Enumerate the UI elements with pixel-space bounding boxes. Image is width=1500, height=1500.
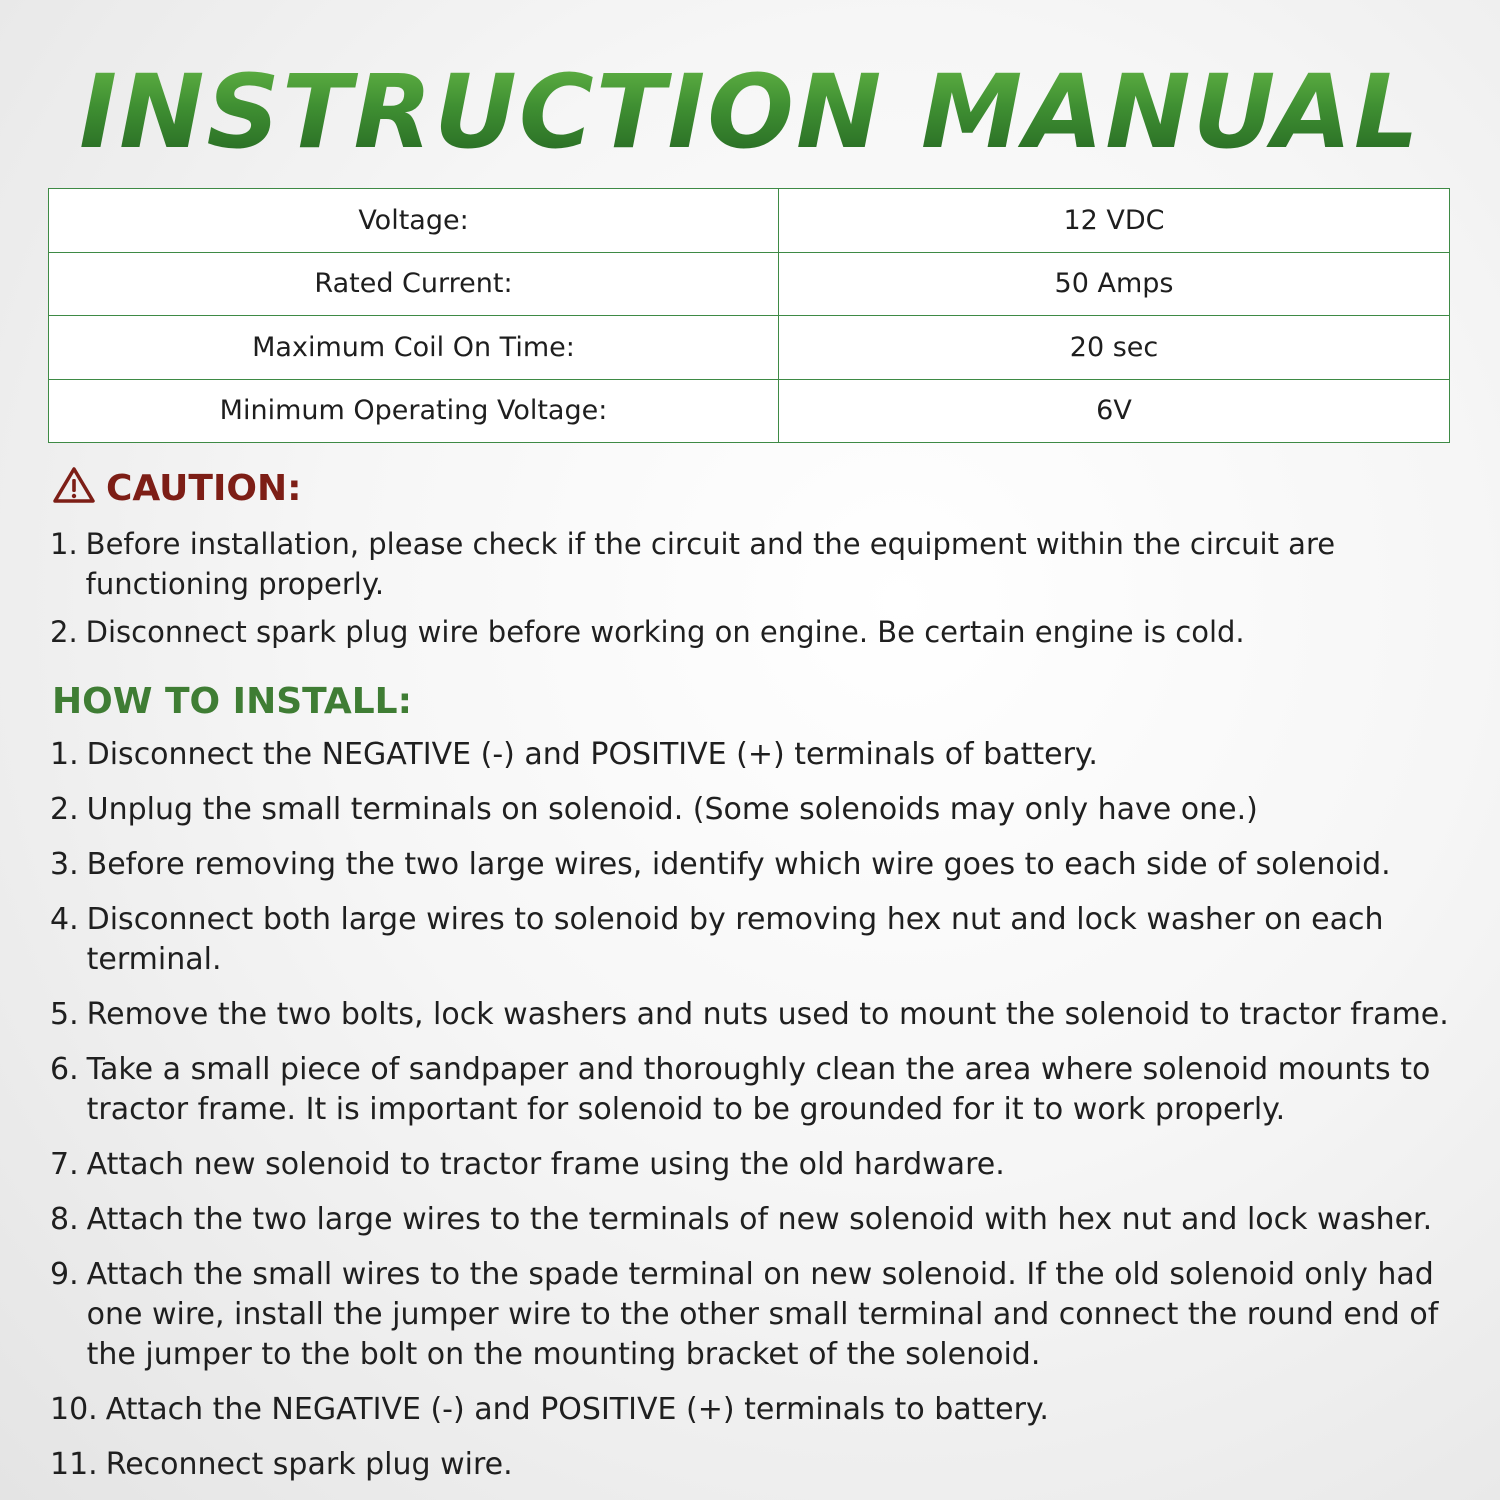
spec-label: Minimum Operating Voltage:	[49, 379, 779, 443]
item-text: Take a small piece of sandpaper and thoroughly clean the area where solenoid mounts to tractor frame. It is important for solenoid to be grounded for it to work properly.	[86, 1052, 1431, 1127]
list-item	[50, 1145, 1460, 1185]
item-number: 5.	[50, 997, 79, 1032]
item-text: Attach the NEGATIVE (-) and POSITIVE (+) terminals to battery.	[105, 1392, 1049, 1427]
item-number: 1.	[50, 527, 78, 561]
item-number: 6.	[50, 1052, 79, 1087]
list-item	[50, 1200, 1460, 1240]
list-item	[50, 845, 1460, 885]
warning-triangle-icon	[52, 466, 96, 504]
item-text: Reconnect spark plug wire.	[105, 1447, 513, 1482]
spec-row-rated-current	[49, 252, 1450, 316]
spec-label: Rated Current:	[49, 252, 779, 316]
item-number: 9.	[50, 1257, 79, 1292]
item-text: Attach new solenoid to tractor frame using the old hardware.	[86, 1147, 1005, 1182]
item-number: 7.	[50, 1147, 79, 1182]
item-text: Disconnect spark plug wire before working on engine. Be certain engine is cold.	[85, 615, 1245, 649]
spec-row-min-operating-voltage	[49, 379, 1450, 443]
install-list	[50, 735, 1460, 1500]
spec-row-voltage	[49, 189, 1450, 253]
item-number: 10.	[50, 1392, 98, 1427]
list-item	[50, 995, 1460, 1035]
item-number: 11.	[50, 1447, 98, 1482]
spec-label: Voltage:	[49, 189, 779, 253]
list-item	[50, 1255, 1460, 1375]
list-item	[50, 524, 1460, 604]
page-title: INSTRUCTION MANUAL	[0, 48, 1500, 178]
list-item	[50, 735, 1460, 775]
list-item	[50, 790, 1460, 830]
list-item	[50, 1390, 1460, 1430]
item-text: Disconnect the NEGATIVE (-) and POSITIVE (+) terminals of battery.	[86, 737, 1098, 772]
spec-row-coil-on-time	[49, 316, 1450, 380]
spec-value: 12 VDC	[779, 189, 1450, 253]
item-number: 2.	[50, 615, 78, 649]
spec-table	[48, 188, 1450, 443]
spec-value: 6V	[779, 379, 1450, 443]
list-item	[50, 612, 1460, 652]
item-text: Disconnect both large wires to solenoid by removing hex nut and lock washer on each terminal.	[86, 902, 1384, 977]
item-text: Before installation, please check if the circuit and the equipment within the circuit are functioning properly.	[85, 527, 1336, 601]
item-number: 8.	[50, 1202, 79, 1237]
caution-list	[50, 524, 1460, 660]
item-text: Unplug the small terminals on solenoid. (Some solenoids may only have one.)	[86, 792, 1258, 827]
list-item	[50, 1050, 1460, 1130]
spec-label: Maximum Coil On Time:	[49, 316, 779, 380]
caution-heading	[52, 466, 302, 511]
item-text: Attach the small wires to the spade terminal on new solenoid. If the old solenoid only had one wire, install the jumper wire to the other small terminal and connect the round end of the jumper to the bolt on the mounting bracket of the solenoid.	[86, 1257, 1439, 1372]
caution-heading-text: CAUTION:	[106, 468, 302, 509]
item-number: 2.	[50, 792, 79, 827]
item-text: Remove the two bolts, lock washers and nuts used to mount the solenoid to tractor frame.	[86, 997, 1449, 1032]
item-text: Before removing the two large wires, identify which wire goes to each side of solenoid.	[86, 847, 1391, 882]
install-heading: HOW TO INSTALL:	[52, 681, 413, 722]
list-item	[50, 1445, 1460, 1485]
item-number: 1.	[50, 737, 79, 772]
spec-value: 20 sec	[779, 316, 1450, 380]
list-item	[50, 900, 1460, 980]
item-number: 4.	[50, 902, 79, 937]
spec-value: 50 Amps	[779, 252, 1450, 316]
item-number: 3.	[50, 847, 79, 882]
item-text: Attach the two large wires to the terminals of new solenoid with hex nut and lock washer.	[86, 1202, 1433, 1237]
